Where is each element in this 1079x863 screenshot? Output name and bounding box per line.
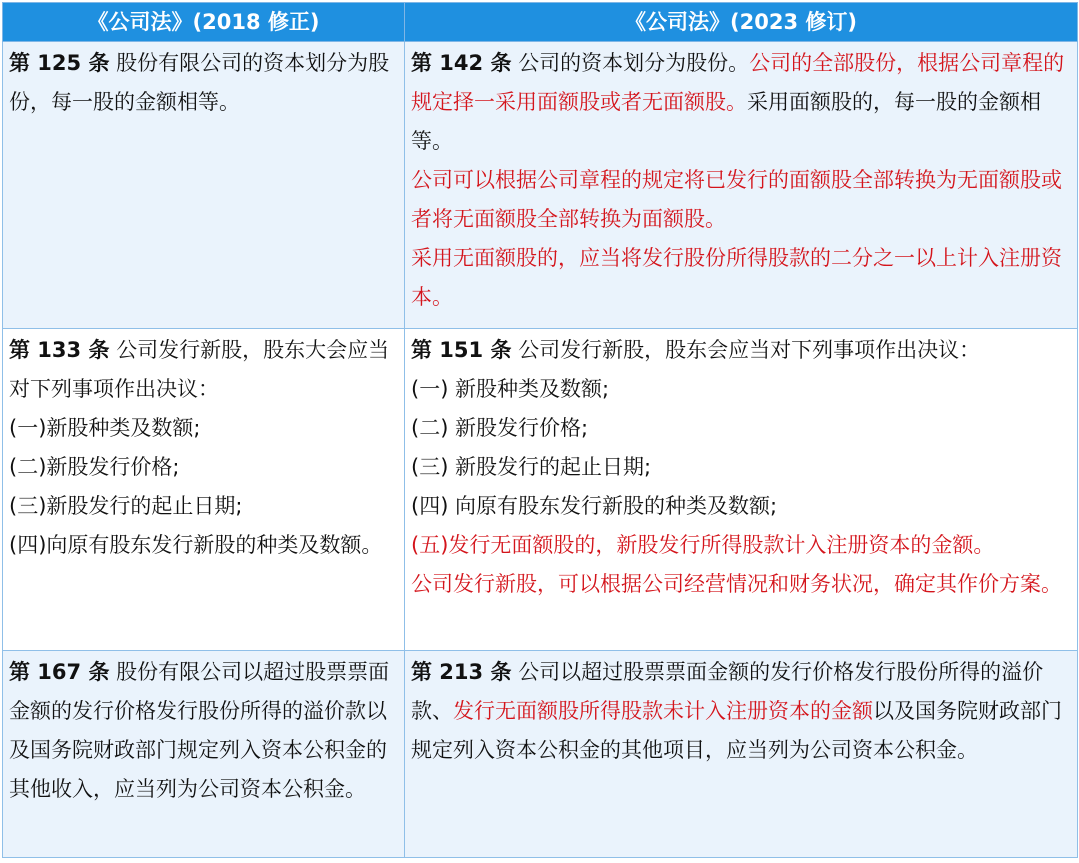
article-text: 采用面额股的，每一股的金额相等。: [411, 90, 1041, 153]
cell-left-article-125: [3, 42, 405, 329]
list-item: (二)新股发行价格;: [9, 455, 180, 479]
list-item: (四) 向原有股东发行新股的种类及数额;: [411, 494, 778, 518]
cell-left-article-133: [3, 329, 405, 651]
paragraph: [411, 331, 1073, 370]
paragraph: [9, 331, 400, 409]
article-number: 第 167 条: [9, 660, 110, 684]
article-text: 股份有限公司的资本划分为股份，每一股的金额相等。: [9, 51, 390, 114]
list-item: (二) 新股发行价格;: [411, 416, 589, 440]
list-item: (三) 新股发行的起止日期;: [411, 455, 652, 479]
table-row: [3, 329, 1078, 651]
article-text: 公司以超过股票票面金额的发行价格发行股份所得的溢价款、: [411, 660, 1044, 723]
article-number: 第 142 条: [411, 51, 512, 75]
amended-list-item: (五)发行无面额股的，新股发行所得股款计入注册资本的金额。: [411, 533, 995, 557]
cell-left-article-167: [3, 651, 405, 858]
article-number: 第 151 条: [411, 338, 512, 362]
comparison-document: [0, 2, 1079, 863]
amended-paragraph: 采用无面额股的，应当将发行股份所得股款的二分之一以上计入注册资本。: [411, 246, 1062, 309]
amended-paragraph: 公司发行新股，可以根据公司经营情况和财务状况，确定其作价方案。: [411, 572, 1062, 596]
table-row: [3, 42, 1078, 329]
article-number: 第 133 条: [9, 338, 110, 362]
article-text: 以及国务院财政部门规定列入资本公积金的其他项目，应当列为公司资本公积金。: [411, 699, 1062, 762]
amended-paragraph: 公司可以根据公司章程的规定将已发行的面额股全部转换为无面额股或者将无面额股全部转换为面额股。: [411, 168, 1062, 231]
header-left: 《公司法》(2018 修正): [3, 3, 405, 42]
cell-right-article-213: [405, 651, 1078, 858]
article-text: 公司的资本划分为股份。: [518, 51, 750, 75]
article-text: 公司发行新股，股东会应当对下列事项作出决议：: [518, 338, 981, 362]
article-text: 股份有限公司以超过股票票面金额的发行价格发行股份所得的溢价款以及国务院财政部门规定列入资本公积金的其他收入，应当列为公司资本公积金。: [9, 660, 390, 801]
article-number: 第 125 条: [9, 51, 110, 75]
amended-text: 发行无面额股所得股款未计入注册资本的金额: [453, 699, 873, 723]
header-row: [3, 3, 1078, 42]
amended-text: 公司的全部股份，根据公司章程的规定择一采用面额股或者无面额股。: [411, 51, 1065, 114]
comparison-table: [2, 2, 1078, 858]
cell-right-article-151: [405, 329, 1078, 651]
header-right: 《公司法》(2023 修订): [405, 3, 1078, 42]
list-item: (一) 新股种类及数额;: [411, 377, 610, 401]
list-item: (四)向原有股东发行新股的种类及数额。: [9, 533, 383, 557]
article-number: 第 213 条: [411, 660, 512, 684]
article-text: 公司发行新股，股东大会应当对下列事项作出决议：: [9, 338, 390, 401]
paragraph: [411, 44, 1073, 161]
table-row: [3, 651, 1078, 858]
list-item: (三)新股发行的起止日期;: [9, 494, 243, 518]
list-item: (一)新股种类及数额;: [9, 416, 201, 440]
cell-right-article-142: [405, 42, 1078, 329]
